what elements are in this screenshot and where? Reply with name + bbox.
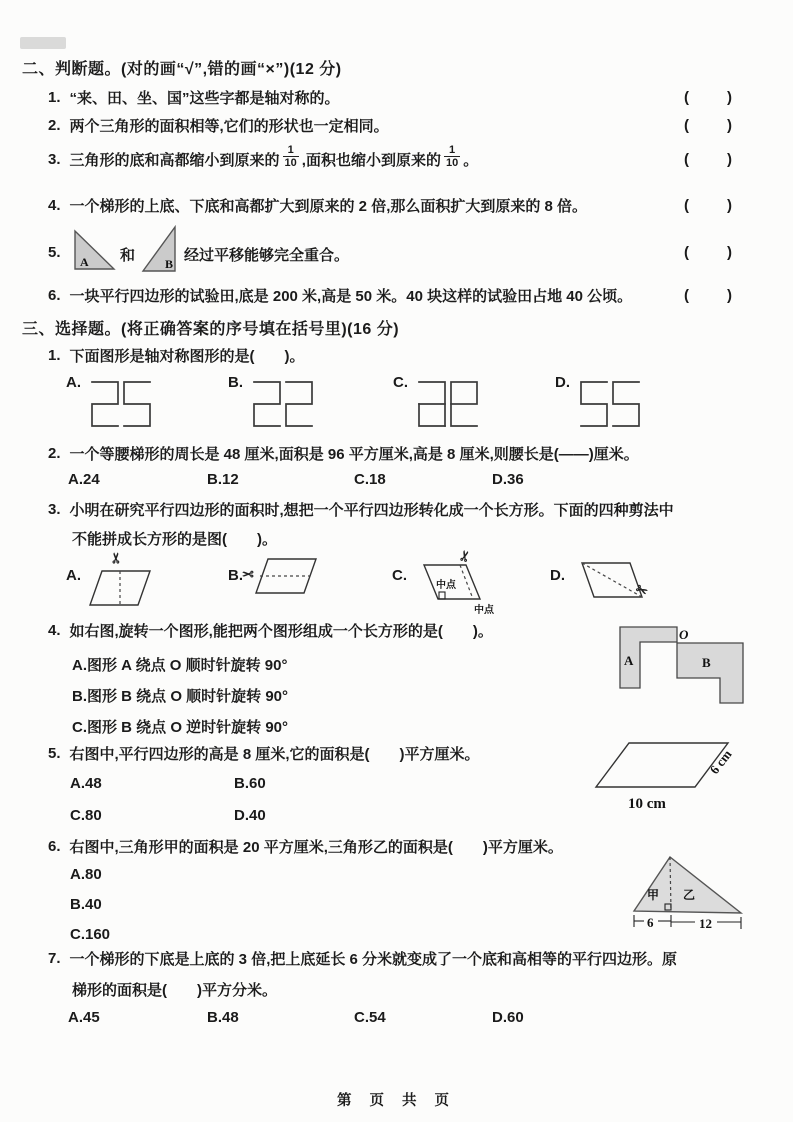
question-text: “来、田、坐、国”这些字都是轴对称的。 [69, 90, 340, 107]
segment-6-label: 6 [647, 915, 654, 930]
q6-option-a: A.80 [70, 866, 102, 883]
triangle-b-figure [139, 225, 181, 274]
cut-figure-b [242, 553, 322, 615]
paren-close: ) [727, 244, 732, 261]
q6-triangle-figure [621, 851, 789, 941]
paren-open: ( [684, 89, 689, 106]
paren-close: ) [727, 117, 732, 134]
paren-close: ) [727, 150, 732, 168]
q4-option-a: A.图形 A 绕点 O 顺时针旋转 90° [72, 657, 288, 674]
option-label: B. [228, 567, 243, 584]
scissors-icon: ✂ [242, 566, 254, 582]
side-dimension-label: 6 cm [706, 746, 735, 777]
judge-item-6 [48, 285, 732, 306]
question-text-line1: 一个梯形的下底是上底的 3 倍,把上底延长 6 分米就变成了一个底和高相等的平行四边形。原 [69, 951, 678, 968]
cut-figure-c [412, 548, 512, 621]
question-text-line2: 梯形的面积是( )平方分米。 [72, 982, 277, 999]
question-text: 一个等腰梯形的周长是 48 厘米,面积是 96 平方厘米,高是 8 厘米,则腰长是(——)厘米。 [69, 446, 639, 463]
option-label: C. [393, 374, 408, 391]
question-text: 右图中,平行四边形的高是 8 厘米,它的面积是( )平方厘米。 [69, 746, 480, 763]
q4-rotation-figure [605, 610, 760, 728]
choice-q3-text-row1 [48, 499, 674, 520]
fraction-denominator: 10 [284, 157, 297, 169]
shape-b [677, 643, 743, 703]
fraction-numerator: 1 [287, 144, 294, 156]
q1-option-a [66, 374, 156, 430]
question-number: 4. [48, 197, 61, 214]
scissors-icon: ✂ [455, 548, 475, 564]
fraction-numerator: 1 [449, 144, 456, 156]
q3-option-b [228, 553, 322, 615]
question-number: 2. [48, 117, 61, 134]
scissors-icon: ✂ [632, 580, 651, 600]
q5-option-c: C.80 [70, 807, 102, 824]
question-text: 一个梯形的上底、下底和高都扩大到原来的 2 倍,那么面积扩大到原来的 8 倍。 [69, 198, 588, 215]
cut-figure-a [86, 553, 158, 615]
choice-q7-text-row1 [48, 948, 677, 969]
q2-option-c: C.18 [354, 471, 386, 488]
question-text-line2: 不能拼成长方形的是图( )。 [72, 531, 277, 548]
question-text: 右图中,三角形甲的面积是 20 平方厘米,三角形乙的面积是( )平方厘米。 [69, 839, 563, 856]
question-text: 两个三角形的面积相等,它们的形状也一定相同。 [69, 118, 389, 135]
judge-item-1 [48, 87, 732, 108]
fraction [283, 145, 299, 169]
q1-option-d [555, 374, 645, 430]
question-text: 一块平行四边形的试验田,底是 200 米,高是 50 米。40 块这样的试验田占地 40 公顷。 [69, 288, 633, 305]
q1-option-c [393, 374, 483, 430]
q7-option-d: D.60 [492, 1009, 524, 1026]
q7-option-c: C.54 [354, 1009, 386, 1026]
answer-bracket [684, 197, 732, 214]
choice-q4-text-row [48, 620, 493, 641]
q3-option-a [66, 553, 158, 615]
triangle-shape [634, 857, 741, 913]
triangle-a-label: A [80, 255, 89, 269]
question-number: 2. [48, 445, 61, 462]
q6-option-c: C.160 [70, 926, 111, 943]
answer-bracket [684, 287, 732, 304]
question-text: 如右图,旋转一个图形,能把两个图形组成一个长方形的是( )。 [69, 623, 493, 640]
paren-close: ) [727, 287, 732, 304]
midpoint-label-outside: 中点 [474, 605, 494, 616]
question-number: 1. [48, 89, 61, 106]
question-number: 4. [48, 622, 61, 639]
region-yi-label: 乙 [683, 888, 696, 902]
question-text-before: 三角形的底和高都缩小到原来的 [69, 151, 280, 169]
q5-parallelogram-figure [588, 735, 793, 821]
paren-open: ( [684, 150, 689, 168]
region-jia-label: 甲 [647, 888, 660, 902]
midpoint-label-inside: 中点 [436, 580, 456, 591]
question-number: 1. [48, 347, 61, 364]
question-text: 经过平移能够完全重合。 [184, 247, 350, 264]
point-o-label: O [679, 627, 689, 642]
q5-option-b: B.60 [234, 775, 266, 792]
paren-open: ( [684, 117, 689, 134]
triangle-a-figure [70, 229, 116, 272]
q4-option-b: B.图形 B 绕点 O 顺时针旋转 90° [72, 688, 289, 705]
judge-item-2 [48, 115, 732, 136]
q3-option-d [550, 553, 662, 615]
option-label: D. [555, 374, 570, 391]
paren-open: ( [684, 197, 689, 214]
question-text-line1: 小明在研究平行四边形的面积时,想把一个平行四边形转化成一个长方形。下面的四种剪法中 [69, 502, 674, 519]
answer-bracket [684, 151, 732, 168]
q1-option-b [228, 374, 318, 430]
parallelogram-c [412, 553, 512, 621]
segment-12-label: 12 [699, 916, 712, 931]
fraction [444, 145, 460, 169]
question-number: 7. [48, 950, 61, 967]
base-dimension-label: 10 cm [628, 796, 666, 812]
option-label: A. [66, 567, 81, 584]
q3-option-c [392, 548, 512, 621]
q7-option-a: A.45 [68, 1009, 100, 1026]
answer-bracket [684, 89, 732, 106]
q6-option-b: B.40 [70, 896, 102, 913]
glyph-figure-b [248, 374, 318, 430]
glyph-figure-d [575, 374, 645, 430]
q2-option-a: A.24 [68, 471, 100, 488]
question-number: 3. [48, 501, 61, 518]
paren-close: ) [727, 89, 732, 106]
question-text-middle: ,面积也缩小到原来的 [301, 151, 441, 169]
q5-option-a: A.48 [70, 775, 102, 792]
paren-close: ) [727, 197, 732, 214]
judge-item-3 [48, 139, 732, 179]
judge5-and-text: 和 [120, 247, 136, 264]
shape-b-label: B [702, 655, 711, 670]
question-number: 5. [48, 745, 61, 762]
triangle-b-label: B [165, 257, 174, 271]
option-label: D. [550, 567, 565, 584]
choice-q1-text-row [48, 345, 305, 366]
q4-option-c: C.图形 B 绕点 O 逆时针旋转 90° [72, 719, 289, 736]
cut-figure-d [570, 553, 662, 615]
q5-option-d: D.40 [234, 807, 266, 824]
paren-open: ( [684, 244, 689, 261]
question-number: 6. [48, 838, 61, 855]
choice-section-heading: 三、选择题。(将正确答案的序号填在括号里)(16 分) [22, 321, 400, 338]
q2-option-b: B.12 [207, 471, 239, 488]
glyph-figure-a [86, 374, 156, 430]
option-label: B. [228, 374, 243, 391]
scissors-icon: ✂ [107, 552, 124, 564]
scan-artifact [20, 37, 66, 49]
question-number: 5. [48, 244, 61, 261]
question-number: 6. [48, 287, 61, 304]
q2-option-d: D.36 [492, 471, 524, 488]
paren-open: ( [684, 287, 689, 304]
question-text-after: 。 [463, 151, 479, 169]
q7-option-b: B.48 [207, 1009, 239, 1026]
parallelogram-b [248, 553, 322, 615]
choice-q2-text-row [48, 443, 639, 464]
question-number: 3. [48, 150, 61, 168]
judge-section-heading: 二、判断题。(对的画“√”,错的画“×”)(12 分) [22, 61, 342, 78]
question-text: 下面图形是轴对称图形的是( )。 [69, 348, 305, 365]
choice-q6-text-row [48, 836, 563, 857]
shape-a-label: A [624, 653, 634, 668]
page-footer: 第 页 共 页 [336, 1093, 457, 1109]
answer-bracket [684, 117, 732, 134]
judge-item-4 [48, 195, 732, 216]
glyph-figure-c [413, 374, 483, 430]
answer-bracket [684, 244, 732, 261]
option-label: C. [392, 567, 407, 584]
fraction-denominator: 10 [445, 157, 459, 169]
option-label: A. [66, 374, 81, 391]
choice-q5-text-row [48, 743, 480, 764]
